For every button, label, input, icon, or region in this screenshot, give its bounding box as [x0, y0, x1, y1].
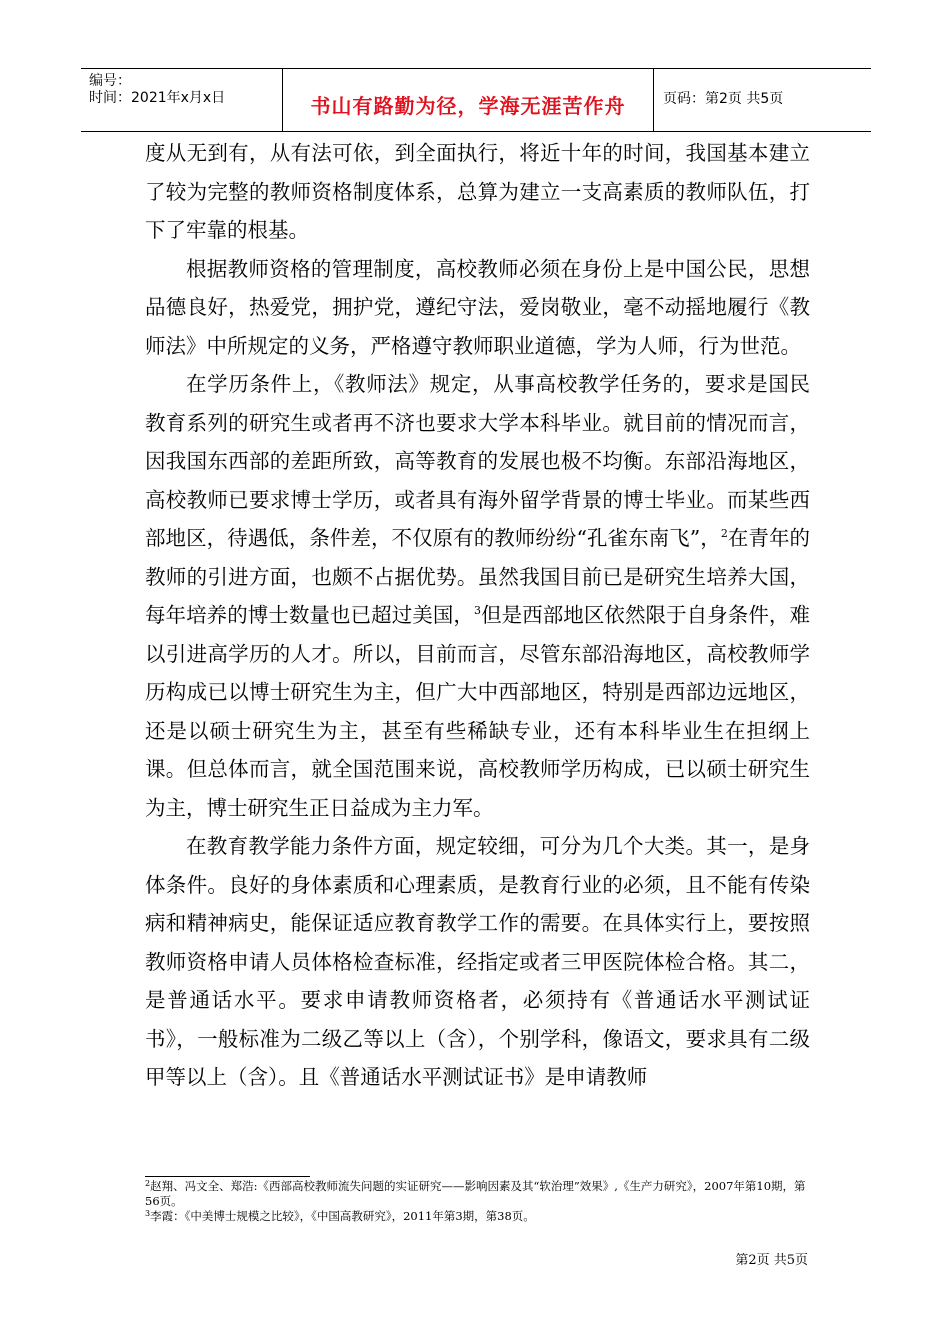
paragraph-text-segment: 但是西部地区依然限于自身条件，难以引进高学历的人才。所以，目前而言，尽管东部沿海地区，高校教师学历构成已以博士研究生为主，但广大中西部地区，特别是西部边远地区，还是以硕士研究生为主，甚至有些稀缺专业，还有本科毕业生在担纲上课。但总体而言，就全国范围来说，高校教师学历构成，已以硕士研究生为主，博士研究生正日益成为主力军。 [145, 603, 810, 820]
header-motto: 书山有路勤为径，学海无涯苦作舟 [310, 94, 626, 118]
footnote-item [145, 1179, 810, 1209]
footnote-reference[interactable]: 2 [720, 527, 728, 540]
header-page-number: 页码：第2页 共5页 [663, 91, 784, 107]
footnote-reference[interactable]: 3 [474, 604, 481, 617]
document-number-label: 编号： [89, 73, 131, 89]
paragraph-teaching-ability: 在教育教学能力条件方面，规定较细，可分为几个大类。其一，是身体条件。良好的身体素质和心理素质，是教育行业的必须，且不能有传染病和精神病史，能保证适应教育教学工作的需要。在具体实行上，要按照教师资格申请人员体格检查标准，经指定或者三甲医院体检合格。其二，是普通话水平。要求申请教师资格者，必须持有《普通话水平测试证书》，一般标准为二级乙等以上（含），个别学科，像语文，要求具有二级甲等以上（含）。且《普通话水平测试证书》是申请教师 [145, 834, 810, 1089]
footnote-item [145, 1209, 810, 1224]
header-meta-cell [81, 69, 281, 131]
footnote-number: 2 [145, 1179, 151, 1188]
footnotes [145, 1179, 810, 1224]
page-footer-number: 第2页 共5页 [735, 1253, 808, 1268]
document-date-label: 时间：2021年x月x日 [89, 90, 226, 106]
paragraph-text-segment: 在青年的教师的引进方面，也颇不占据优势。虽然我国目前已是研究生培养大国，每年培养的博士数量也已超过美国， [145, 526, 810, 627]
paragraph-continued: 度从无到有，从有法可依，到全面执行，将近十年的时间，我国基本建立了较为完整的教师资格制度体系，总算为建立一支高素质的教师队伍，打下了牢靠的根基。 [145, 141, 810, 242]
paragraph-education-requirements [145, 365, 810, 827]
header-page-cell [653, 69, 871, 131]
footnote-separator [145, 1176, 310, 1177]
paragraph-teacher-qualification: 根据教师资格的管理制度，高校教师必须在身份上是中国公民，思想品德良好，热爱党，拥护党，遵纪守法，爱岗敬业，毫不动摇地履行《教师法》中所规定的义务，严格遵守教师职业道德，学为人师，行为世范。 [145, 256, 810, 358]
footnote-number: 3 [145, 1209, 151, 1218]
header-motto-cell [282, 69, 654, 131]
footnote-text: 赵翔、冯文全、郑浩:《西部高校教师流失问题的实证研究——影响因素及其“软治理”效果》,《生产力研究》，2007年第10期，第56页。 [145, 1179, 806, 1208]
paragraph-text-segment: 在学历条件上，《教师法》规定，从事高校教学任务的，要求是国民教育系列的研究生或者再不济也要求大学本科毕业。就目前的情况而言，因我国东西部的差距所致，高等教育的发展也极不均衡。东部沿海地区，高校教师已要求博士学历，或者具有海外留学背景的博士毕业。而某些西部地区，待遇低，条件差，不仅原有的教师纷纷“孔雀东南飞”， [145, 372, 810, 550]
document-body [145, 134, 810, 1097]
page-header [81, 68, 871, 132]
footnote-text: 李霞：《中美博士规模之比较》，《中国高教研究》，2011年第3期，第38页。 [150, 1209, 535, 1223]
